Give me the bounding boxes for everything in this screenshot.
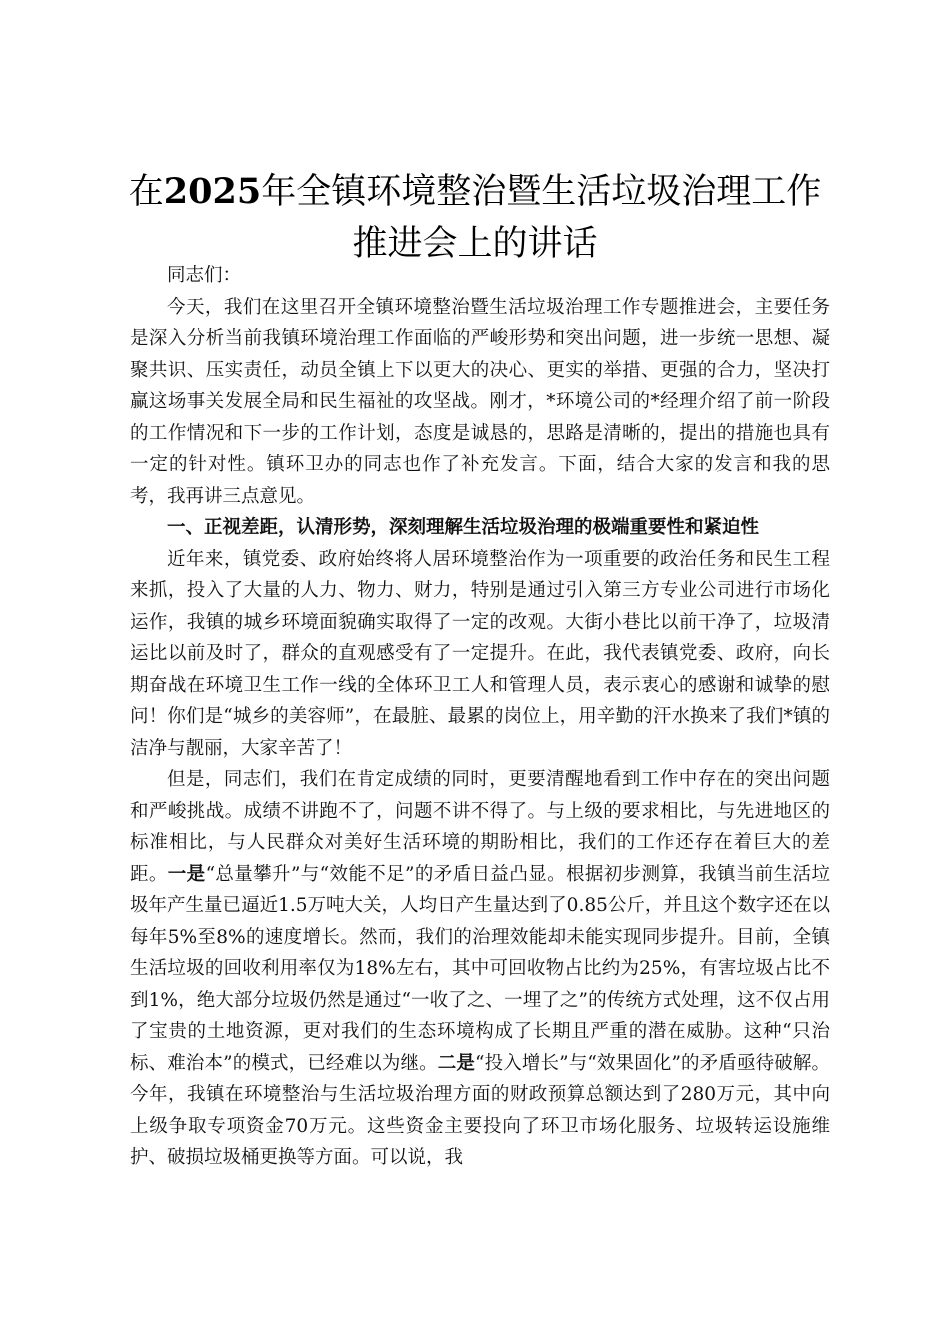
speech-title: [100, 166, 850, 270]
speech-body: [130, 260, 830, 1174]
title-suffix: 年全镇环境整治暨生活垃圾治理工作: [261, 172, 822, 212]
first-point-label: 一是: [167, 863, 206, 885]
para2-part-a: 但是，同志们，我们在肯定成绩的同时，更要清醒地看到工作中存在的突出问题和严峻挑战。成绩不讲跑不了，问题不讲不得了。与上级的要求相比，与先进地区的标准相比，与人民群众对美好生活环境的期盼相比，我们的工作还存在着巨大的差距。: [130, 769, 830, 885]
title-line-2: 推进会上的讲话: [352, 224, 598, 264]
intro-paragraph: 今天，我们在这里召开全镇环境整治暨生活垃圾治理工作专题推进会，主要任务是深入分析当前我镇环境治理工作面临的严峻形势和突出问题，进一步统一思想、凝聚共识、压实责任，动员全镇上下以更大的决心、更实的举措、更强的合力，坚决打赢这场事关发展全局和民生福祉的攻坚战。刚才，*环境公司的*经理介绍了前一阶段的工作情况和下一步的工作计划，态度是诚恳的，思路是清晰的，提出的措施也具有一定的针对性。镇环卫办的同志也作了补充发言。下面，结合大家的发言和我的思考，我再讲三点意见。: [130, 296, 830, 507]
para2-part-b: “总量攀升”与“效能不足”的矛盾日益凸显。根据初步测算，我镇当前生活垃圾年产生量已逼近1.5万吨大关，人均日产生量达到了0.85公斤，并且这个数字还在以每年5%至8%的速度增长。然而，我们的治理效能却未能实现同步提升。目前，全镇生活垃圾的回收利用率仅为18%左右，其中可回收物占比约为25%，有害垃圾占比不到1%，绝大部分垃圾仍然是通过“一收了之、一埋了之”的传统方式处理，这不仅占用了宝贵的土地资源，更对我们的生态环境构成了长期且严重的潜在威胁。这种“只治标、难治本”的模式，已经难以为继。: [130, 863, 830, 1074]
title-prefix: 在: [128, 172, 164, 212]
title-year: 2025: [163, 171, 262, 212]
salutation: 同志们：: [167, 265, 242, 286]
second-point-label: 二是: [437, 1052, 475, 1074]
section-1-heading: 一、正视差距，认清形势，深刻理解生活垃圾治理的极端重要性和紧迫性: [167, 517, 760, 538]
title-line-1: [100, 166, 850, 218]
para2-part-c: “投入增长”与“效果固化”的矛盾亟待破解。今年，我镇在环境整治与生活垃圾治理方面的财政预算总额达到了280万元，其中向上级争取专项资金70万元。这些资金主要投向了环卫市场化服务、垃圾转运设施维护、破损垃圾桶更换等方面。可以说，我: [130, 1052, 830, 1168]
section-1-paragraph-2: [130, 764, 830, 1174]
section-1-paragraph-1: 近年来，镇党委、政府始终将人居环境整治作为一项重要的政治任务和民生工程来抓，投入了大量的人力、物力、财力，特别是通过引入第三方专业公司进行市场化运作，我镇的城乡环境面貌确实取得了一定的改观。大街小巷比以前干净了，垃圾清运比以前及时了，群众的直观感受有了一定提升。在此，我代表镇党委、政府，向长期奋战在环境卫生工作一线的全体环卫工人和管理人员，表示衷心的感谢和诚挚的慰问！你们是“城乡的美容师”，在最脏、最累的岗位上，用辛勤的汗水换来了我们*镇的洁净与靓丽，大家辛苦了！: [130, 548, 830, 759]
